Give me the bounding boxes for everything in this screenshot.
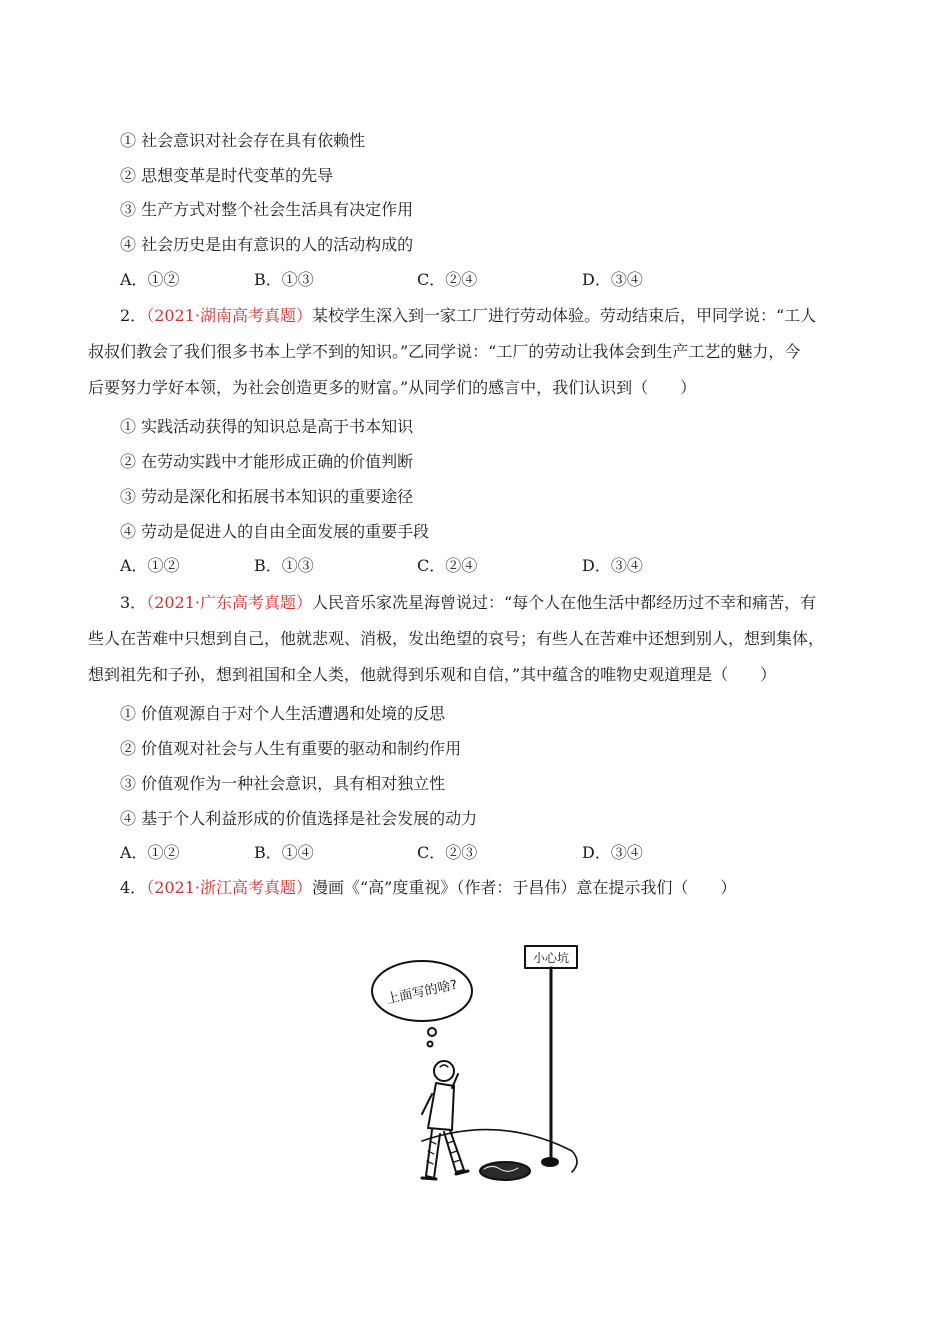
q1-statement-2: ② 思想变革是时代变革的先导: [120, 166, 334, 185]
bubble-dot-small: [428, 1042, 433, 1047]
q3-statement-2: ② 价值观对社会与人生有重要的驱动和制约作用: [120, 739, 462, 758]
person-shoes: [422, 1171, 468, 1179]
q2-option-d: D．③④: [582, 556, 643, 575]
q3-option-a: A．①②: [120, 843, 180, 862]
q3-number: 3．: [120, 593, 147, 612]
bubble-text: 上面写的啥?: [385, 977, 459, 1008]
q2-stem-line-3: 后要努力学好本领，为社会创造更多的财富。”从同学们的感言中，我们认识到（ ）: [88, 378, 697, 397]
q2-stem-line-1: 某校学生深入到一家工厂进行劳动体验。劳动结束后，甲同学说：“工人: [312, 306, 817, 325]
q2-number: 2．: [120, 306, 147, 325]
person-face: [440, 1065, 448, 1067]
q3-option-d: D．③④: [582, 843, 643, 862]
q1-option-c: C．②④: [417, 270, 478, 289]
q2-stem: [88, 298, 860, 406]
q3-stem-line-1: 人民音乐家冼星海曾说过：“每个人在他生活中都经历过不幸和痛苦，有: [312, 593, 817, 612]
q3-statement-4: ④ 基于个人利益形成的价值选择是社会发展的动力: [120, 809, 478, 828]
q1-option-b: B．①③: [254, 270, 314, 289]
q2-statement-3: ③ 劳动是深化和拓展书本知识的重要途径: [120, 487, 414, 506]
person-body: [428, 1083, 454, 1130]
q3-source: （2021·广东高考真题）: [146, 593, 312, 612]
q2-source: （2021·湖南高考真题）: [146, 306, 312, 325]
sign-text: 小心坑: [532, 951, 570, 965]
q1-statement-1: ① 社会意识对社会存在具有依赖性: [120, 131, 366, 150]
q2-option-b: B．①③: [254, 556, 314, 575]
q4-number: 4．: [120, 878, 147, 897]
q2-option-c: C．②④: [417, 556, 478, 575]
q4-stem-text: 漫画《“高”度重视》（作者：于昌伟）意在提示我们（ ）: [312, 878, 737, 897]
person-head: [434, 1061, 454, 1081]
q3-stem-line-2: 些人在苦难中只想到自己，他就悲观、消极，发出绝望的哀号；有些人在苦难中还想到别人，想到集体，: [88, 629, 825, 648]
q3-statement-3: ③ 价值观作为一种社会意识，具有相对独立性: [120, 774, 446, 793]
q2-statement-4: ④ 劳动是促进人的自由全面发展的重要手段: [120, 522, 430, 541]
q3-stem-line-3: 想到祖先和子孙，想到祖国和全人类，他就得到乐观和自信，”其中蕴含的唯物史观道理是（ ）: [88, 665, 777, 684]
q1-statement-3: ③ 生产方式对整个社会生活具有决定作用: [120, 200, 414, 219]
cartoon-illustration: [360, 936, 590, 1206]
q3-stem: [88, 585, 860, 693]
q2-statement-2: ② 在劳动实践中才能形成正确的价值判断: [120, 452, 414, 471]
q3-option-c: C．②③: [417, 843, 478, 862]
q2-stem-line-2: 叔叔们教会了我们很多书本上学不到的知识。”乙同学说：“工厂的劳动让我体会到生产工艺的魅力，今: [88, 342, 801, 361]
q1-statement-4: ④ 社会历史是由有意识的人的活动构成的: [120, 235, 414, 254]
q4-stem: [120, 877, 736, 899]
q1-option-a: A．①②: [120, 270, 180, 289]
q2-option-a: A．①②: [120, 556, 180, 575]
pole-base: [542, 1158, 558, 1166]
q2-statement-1: ① 实践活动获得的知识总是高于书本知识: [120, 417, 414, 436]
q3-statement-1: ① 价值观源自于对个人生活遭遇和处境的反思: [120, 704, 446, 723]
q4-source: （2021·浙江高考真题）: [146, 878, 312, 897]
q3-option-b: B．①④: [254, 843, 314, 862]
q1-option-d: D．③④: [582, 270, 643, 289]
bubble-dot-large: [428, 1028, 436, 1036]
person-leg-right: [444, 1130, 464, 1172]
